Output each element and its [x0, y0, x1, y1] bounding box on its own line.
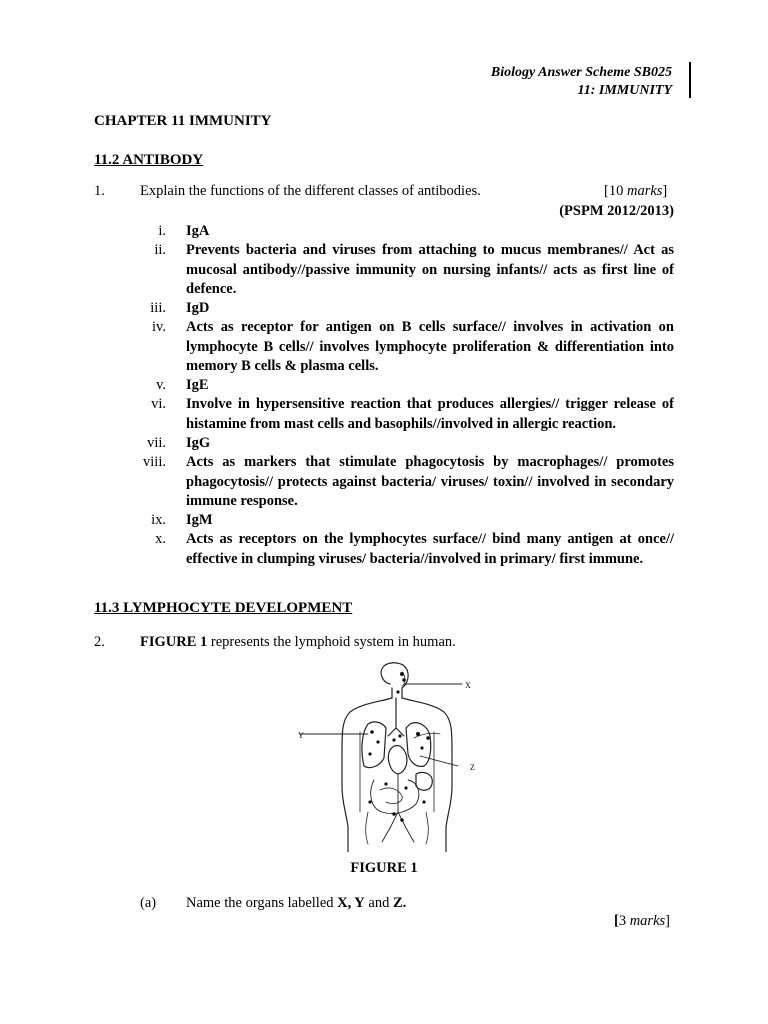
- question-number: 1.: [94, 183, 105, 199]
- answer-item-number: iii.: [150, 300, 166, 316]
- answer-item-text: IgD: [186, 300, 210, 316]
- answer-item-text: Acts as markers that stimulate phagocytosis by macrophages// promotes phagocytosis// protects against bacteria/ viruses/ toxin// involved in secondary immune response.: [186, 454, 674, 509]
- document-header: [491, 64, 672, 100]
- answer-item-text: Acts as receptor for antigen on B cells surface// involves in activation on lymphocyte B cells// involves lymphocyte proliferation & differentiation into memory B cells & plasma cells.: [186, 319, 674, 374]
- subquestion-marks: [3 marks]: [613, 913, 670, 929]
- lymphoid-system-figure: [298, 662, 488, 852]
- chapter-title: CHAPTER 11 IMMUNITY: [94, 113, 272, 129]
- answer-item-text: Acts as receptors on the lymphocytes surface// bind many antigen at once// effective in clumping viruses/ bacteria//involved in primary/ first immune.: [186, 531, 674, 567]
- answer-item-number: i.: [158, 223, 166, 239]
- question-source: (PSPM 2012/2013): [559, 203, 674, 219]
- label-y: Y: [298, 731, 304, 740]
- header-course: Biology Answer Scheme SB025: [490, 65, 672, 80]
- answer-item-number: iv.: [152, 319, 166, 335]
- subquestion-text: Name the organs labelled X, Y and Z.: [186, 895, 407, 911]
- section-title-antibody: 11.2 ANTIBODY: [94, 152, 204, 168]
- answer-item-text: IgG: [186, 435, 211, 451]
- section-title-lymphocyte: 11.3 LYMPHOCYTE DEVELOPMENT: [94, 600, 353, 616]
- answer-item-text: Prevents bacteria and viruses from attaching to mucus membranes// Act as mucosal antibody//passive immunity on nursing infants// acts as first line of defence.: [186, 242, 674, 297]
- answer-item-number: v.: [156, 377, 166, 393]
- question-marks: [10 marks]: [604, 183, 668, 199]
- answer-item-text: Involve in hypersensitive reaction that produces allergies// trigger release of histamine from mast cells and basophils//involved in allergic reaction.: [186, 396, 674, 432]
- answer-item-text: IgA: [186, 223, 210, 239]
- label-x: X: [465, 681, 471, 690]
- question-text: FIGURE 1 represents the lymphoid system in human.: [140, 634, 456, 650]
- question-text: Explain the functions of the different classes of antibodies.: [140, 183, 481, 199]
- answer-item-number: ix.: [151, 512, 166, 528]
- label-z: Z: [470, 763, 475, 772]
- answer-item-number: vi.: [151, 396, 166, 412]
- answer-item-text: IgE: [186, 377, 209, 393]
- subquestion-label: (a): [140, 895, 157, 911]
- answer-item-number: vii.: [147, 435, 166, 451]
- question-number: 2.: [94, 634, 105, 650]
- header-divider: [689, 62, 691, 98]
- answer-item-number: ii.: [154, 242, 166, 258]
- answer-item-number: x.: [155, 531, 166, 547]
- header-chapter: 11: IMMUNITY: [577, 83, 672, 98]
- figure-caption: FIGURE 1: [350, 860, 418, 876]
- answer-item-number: viii.: [143, 454, 166, 470]
- answer-item-text: IgM: [186, 512, 213, 528]
